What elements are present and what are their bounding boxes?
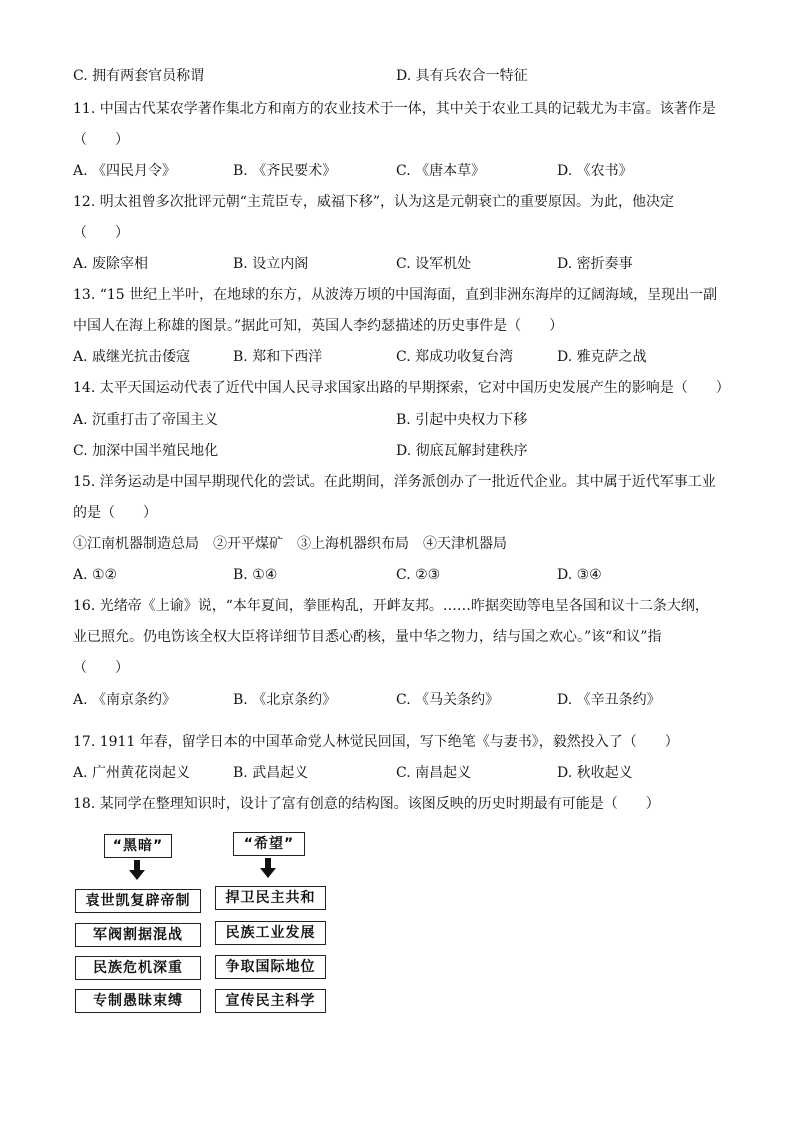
q14-option-b: B. 引起中央权力下移	[396, 412, 528, 428]
q18-stem: 18. 某同学在整理知识时，设计了富有创意的结构图。该图反映的历史时期最有可能是（ ）	[73, 796, 660, 812]
diagram-right-item: 捍卫民主共和	[215, 886, 326, 910]
q13-stem-line2: 中国人在海上称雄的图景。”据此可知，英国人李约瑟描述的历史事件是（ ）	[73, 318, 564, 334]
q12-option-c: C. 设军机处	[396, 256, 472, 272]
q13-stem-line1: 13. “15 世纪上半叶，在地球的东方，从波涛万顷的中国海面，直到非洲东海岸的辽阔海域，呈现出一副	[73, 287, 718, 303]
diagram-left-item: 袁世凯复辟帝制	[75, 889, 201, 913]
q12-option-d: D. 密折奏事	[557, 256, 633, 272]
q10-option-c: C. 拥有两套官员称谓	[73, 68, 205, 84]
q15-items: ①江南机器制造总局 ②开平煤矿 ③上海机器织布局 ④天津机器局	[73, 536, 507, 552]
q11-option-b: B. 《齐民要术》	[233, 163, 337, 179]
q13-option-c: C. 郑成功收复台湾	[396, 349, 514, 365]
diagram-right-item: 争取国际地位	[215, 955, 326, 979]
q13-option-b: B. 郑和下西洋	[233, 349, 323, 365]
diagram-left-item: 民族危机深重	[75, 956, 201, 980]
q13-option-a: A. 戚继光抗击倭寇	[73, 349, 191, 365]
q15-stem-line2: 的是（ ）	[73, 505, 157, 521]
q15-option-c: C. ②③	[396, 567, 441, 583]
diagram-left-item: 专制愚昧束缚	[75, 989, 201, 1013]
q13-option-d: D. 雅克萨之战	[557, 349, 647, 365]
q14-option-d: D. 彻底瓦解封建秩序	[396, 443, 528, 459]
q14-option-a: A. 沉重打击了帝国主义	[73, 412, 219, 428]
q11-option-c: C. 《唐本草》	[396, 163, 486, 179]
q14-stem: 14. 太平天国运动代表了近代中国人民寻求国家出路的早期探索，它对中国历史发展产生的影响是（ ）	[73, 380, 730, 396]
q11-stem: 11. 中国古代某农学著作集北方和南方的农业技术于一体，其中关于农业工具的记载尤为丰富。该著作是	[73, 101, 716, 117]
diagram-right-item: 宣传民主科学	[215, 989, 326, 1013]
q12-option-a: A. 废除宰相	[73, 256, 149, 272]
q15-stem-line1: 15. 洋务运动是中国早期现代化的尝试。在此期间，洋务派创办了一批近代企业。其中属于近代军事工业	[73, 474, 716, 490]
q16-stem-line1: 16. 光绪帝《上谕》说，“本年夏间，拳匪构乱，开衅友邦。……昨据奕劻等电呈各国和议十二条大纲，	[73, 598, 709, 614]
q16-stem-line2: 业已照允。仍电饬该全权大臣将详细节目悉心酌核，量中华之物力，结与国之欢心。”该“和议”指	[73, 629, 662, 645]
q14-option-c: C. 加深中国半殖民地化	[73, 443, 219, 459]
q17-option-b: B. 武昌起义	[233, 765, 309, 781]
q11-option-d: D. 《农书》	[557, 163, 633, 179]
q16-option-a: A. 《南京条约》	[73, 692, 177, 708]
diagram-right-header: “希望”	[233, 832, 305, 856]
q16-paren: （ ）	[73, 660, 129, 676]
q11-option-a: A. 《四民月令》	[73, 163, 177, 179]
q15-option-a: A. ①②	[73, 567, 118, 583]
q11-paren: （ ）	[73, 132, 129, 148]
diagram-right-item: 民族工业发展	[215, 921, 326, 945]
diagram-left-header: “黑暗”	[104, 834, 172, 858]
q12-paren: （ ）	[73, 225, 129, 241]
q16-option-b: B. 《北京条约》	[233, 692, 337, 708]
diagram-left-item: 军阀割据混战	[75, 923, 201, 947]
q12-option-b: B. 设立内阁	[233, 256, 309, 272]
q12-stem: 12. 明太祖曾多次批评元朝“主荒臣专，威福下移”，认为这是元朝衰亡的重要原因。为此，他决定	[73, 194, 675, 210]
q15-option-b: B. ①④	[233, 567, 278, 583]
q17-option-a: A. 广州黄花岗起义	[73, 765, 191, 781]
q17-stem: 17. 1911 年春，留学日本的中国革命党人林觉民回国，写下绝笔《与妻书》，毅然投入了（ ）	[73, 734, 679, 750]
q10-option-d: D. 具有兵农合一特征	[396, 68, 528, 84]
q16-option-c: C. 《马关条约》	[396, 692, 500, 708]
q16-option-d: D. 《辛丑条约》	[557, 692, 661, 708]
q17-option-c: C. 南昌起义	[396, 765, 472, 781]
q17-option-d: D. 秋收起义	[557, 765, 633, 781]
q15-option-d: D. ③④	[557, 567, 602, 583]
